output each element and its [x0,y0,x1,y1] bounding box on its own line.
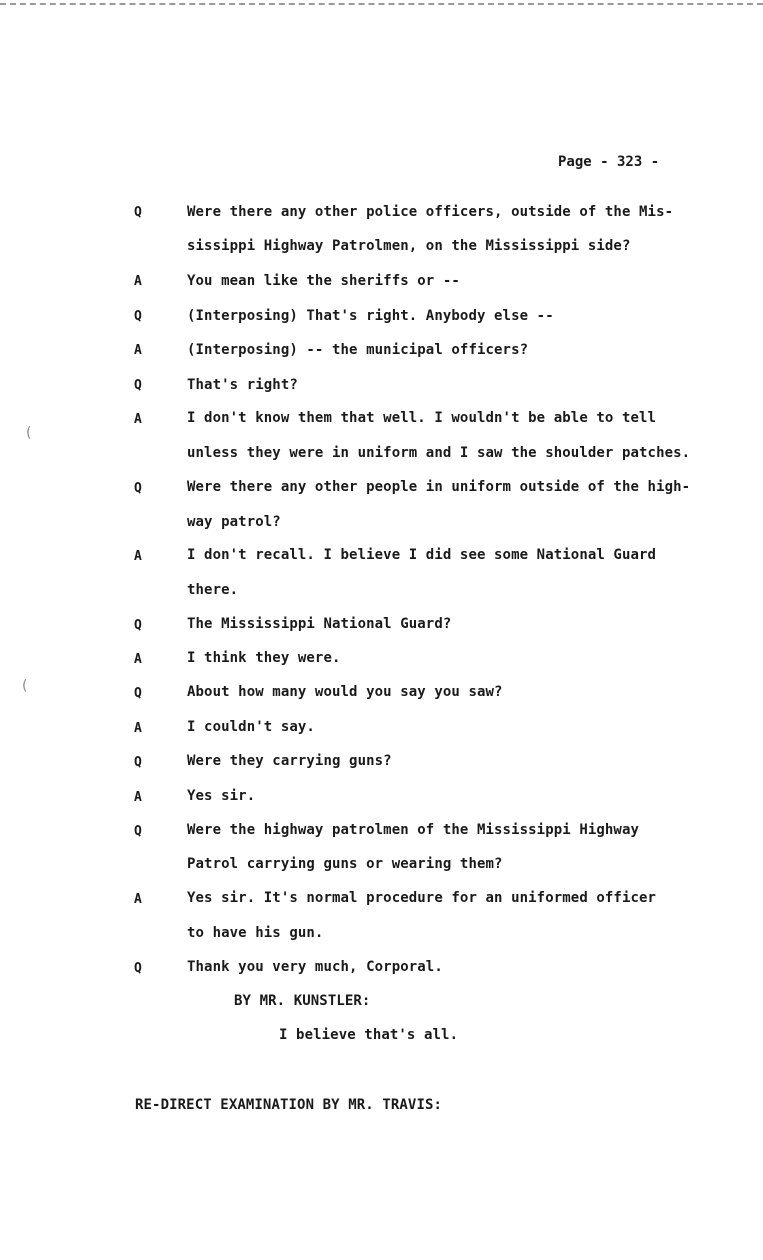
speaker-label: Q [134,378,142,393]
testimony-line: (Interposing) -- the municipal officers? [187,342,529,358]
testimony-line: About how many would you say you saw? [187,684,503,700]
speaker-label: A [134,892,142,907]
attribution-line: BY MR. KUNSTLER: [234,993,371,1009]
testimony-line: Yes sir. [187,788,256,804]
testimony-line: I think they were. [187,650,341,666]
speaker-label: Q [134,686,142,701]
speaker-label: A [134,412,142,427]
testimony-line: I don't recall. I believe I did see some National Guard [187,547,657,563]
speaker-label: Q [134,481,142,496]
speaker-label: Q [134,961,142,976]
speaker-label: A [134,343,142,358]
speaker-label: A [134,274,142,289]
speaker-label: Q [134,755,142,770]
testimony-line: there. [187,582,239,598]
testimony-line: Were there any other police officers, outside of the Mis- [187,204,674,220]
testimony-line: I don't know them that well. I wouldn't be able to tell [187,410,657,426]
testimony-line: way patrol? [187,514,281,530]
testimony-line: Thank you very much, Corporal. [187,959,443,975]
speaker-label: A [134,549,142,564]
testimony-line: unless they were in uniform and I saw the shoulder patches. [187,445,691,461]
speaker-label: A [134,652,142,667]
page-number: Page - 323 - [558,154,660,170]
testimony-line: sissippi Highway Patrolmen, on the Mississippi side? [187,238,631,254]
testimony-line: The Mississippi National Guard? [187,616,452,632]
testimony-line: to have his gun. [187,925,324,941]
testimony-line: (Interposing) That's right. Anybody else -- [187,308,554,324]
testimony-line: Were there any other people in uniform outside of the high- [187,479,691,495]
testimony-line: Yes sir. It's normal procedure for an uniformed officer [187,890,657,906]
section-heading: RE-DIRECT EXAMINATION BY MR. TRAVIS: [135,1097,443,1113]
testimony-line: Patrol carrying guns or wearing them? [187,856,503,872]
testimony-line: Were they carrying guns? [187,753,392,769]
testimony-line: That's right? [187,377,298,393]
margin-mark: ( [26,425,32,441]
testimony-line: I couldn't say. [187,719,315,735]
speaker-label: A [134,790,142,805]
speaker-label: Q [134,205,142,220]
testimony-line: You mean like the sheriffs or -- [187,273,460,289]
speaker-label: Q [134,618,142,633]
margin-mark: ( [22,678,28,694]
testimony-line: Were the highway patrolmen of the Mississippi Highway [187,822,640,838]
speaker-label: A [134,721,142,736]
page-top-edge [0,3,763,5]
speaker-label: Q [134,824,142,839]
closing-statement: I believe that's all. [279,1027,459,1043]
speaker-label: Q [134,309,142,324]
